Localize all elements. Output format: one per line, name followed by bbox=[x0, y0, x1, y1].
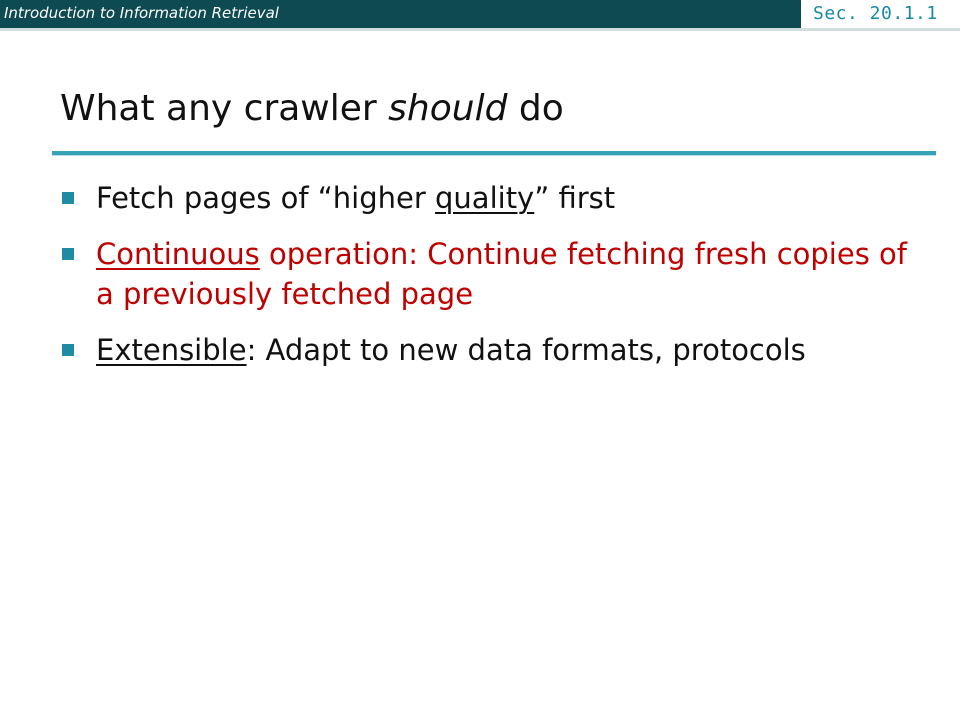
course-title: Introduction to Information Retrieval bbox=[4, 4, 279, 22]
title-divider bbox=[52, 151, 936, 156]
bullet-square-icon bbox=[62, 248, 74, 260]
bullet-list bbox=[58, 178, 918, 386]
bullet-text-suffix: operation: Continue fetching fresh copies of a previously fetched page bbox=[96, 237, 907, 311]
bullet-keyword: Extensible bbox=[96, 333, 247, 367]
bullet-extensible bbox=[58, 330, 918, 370]
title-text-end: do bbox=[507, 88, 564, 129]
bullet-keyword: Continuous bbox=[96, 237, 260, 271]
bullet-text-suffix: ” first bbox=[534, 181, 616, 215]
bullet-square-icon bbox=[62, 192, 74, 204]
bullet-quality bbox=[58, 178, 918, 218]
bullet-text-suffix: : Adapt to new data formats, protocols bbox=[246, 333, 806, 367]
section-label: Sec. 20.1.1 bbox=[813, 3, 938, 24]
header-bar bbox=[0, 0, 960, 31]
bullet-square-icon bbox=[62, 344, 74, 356]
section-badge bbox=[801, 0, 960, 28]
bullet-continuous bbox=[58, 234, 918, 314]
bullet-keyword: quality bbox=[435, 181, 535, 215]
title-emphasis: should bbox=[388, 88, 508, 129]
slide-title bbox=[60, 88, 564, 129]
bullet-text-prefix: Fetch pages of “higher bbox=[96, 181, 436, 215]
title-text-start: What any crawler bbox=[60, 88, 389, 129]
